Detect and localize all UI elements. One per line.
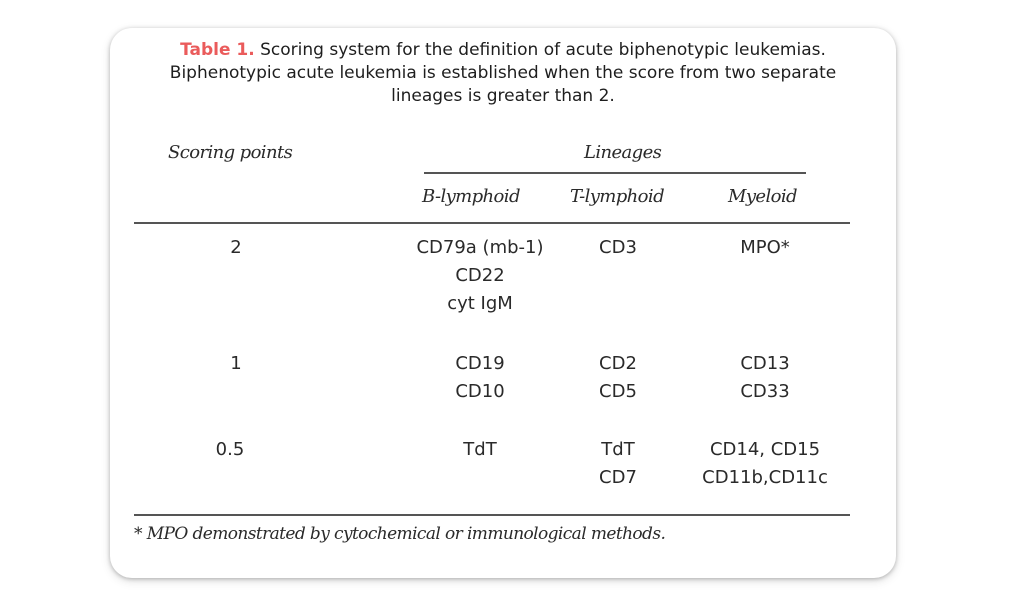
cell-value: CD7 — [599, 467, 637, 488]
header-lineages: Lineages — [584, 142, 662, 163]
table-bottom-rule — [134, 514, 850, 516]
table-row-3-myeloid — [682, 436, 848, 492]
cell-value: cyt IgM — [447, 293, 513, 314]
cell-value: TdT — [463, 439, 497, 460]
table-row-3-score: 0.5 — [215, 439, 245, 460]
table-row-1-b-lymphoid — [390, 234, 570, 318]
table-caption — [110, 39, 896, 108]
header-scoring-points: Scoring points — [168, 142, 293, 163]
cell-value: CD13 — [740, 353, 790, 374]
caption-line-3: lineages is greater than 2. — [391, 86, 615, 106]
table-row-1-t-lymphoid — [568, 234, 668, 262]
header-bottom-rule — [134, 222, 850, 224]
table-row-2-score: 1 — [230, 353, 242, 374]
header-b-lymphoid: B-lymphoid — [422, 186, 520, 207]
cell-value: CD33 — [740, 381, 790, 402]
cell-value: TdT — [601, 439, 635, 460]
cell-value: CD3 — [599, 237, 637, 258]
table-row-1-score: 2 — [230, 237, 242, 258]
header-myeloid: Myeloid — [728, 186, 797, 207]
lineages-rule — [424, 172, 806, 174]
table-row-2-b-lymphoid — [390, 350, 570, 406]
caption-line-1: Scoring system for the definition of acute biphenotypic leukemias. — [254, 40, 826, 60]
table-footnote: * MPO demonstrated by cytochemical or immunological methods. — [134, 524, 666, 544]
cell-value: CD14, CD15 — [709, 439, 821, 460]
table-label: Table 1. — [180, 40, 255, 60]
cell-value: CD11b,CD11c — [702, 467, 828, 488]
cell-value: CD19 — [455, 353, 505, 374]
table-card — [110, 28, 896, 578]
cell-value: CD22 — [455, 265, 505, 286]
cell-value: CD79a (mb-1) — [416, 237, 544, 258]
cell-value: CD2 — [599, 353, 637, 374]
table-row-2-myeloid — [700, 350, 830, 406]
caption-line-2: Biphenotypic acute leukemia is established when the score from two separate — [169, 63, 837, 83]
table-row-2-t-lymphoid — [568, 350, 668, 406]
header-t-lymphoid: T-lymphoid — [570, 186, 664, 207]
table-row-3-t-lymphoid — [568, 436, 668, 492]
cell-value: MPO* — [740, 237, 790, 258]
cell-value: CD5 — [599, 381, 637, 402]
table-row-1-myeloid — [700, 234, 830, 262]
table-row-3-b-lymphoid — [390, 436, 570, 464]
cell-value: CD10 — [455, 381, 505, 402]
